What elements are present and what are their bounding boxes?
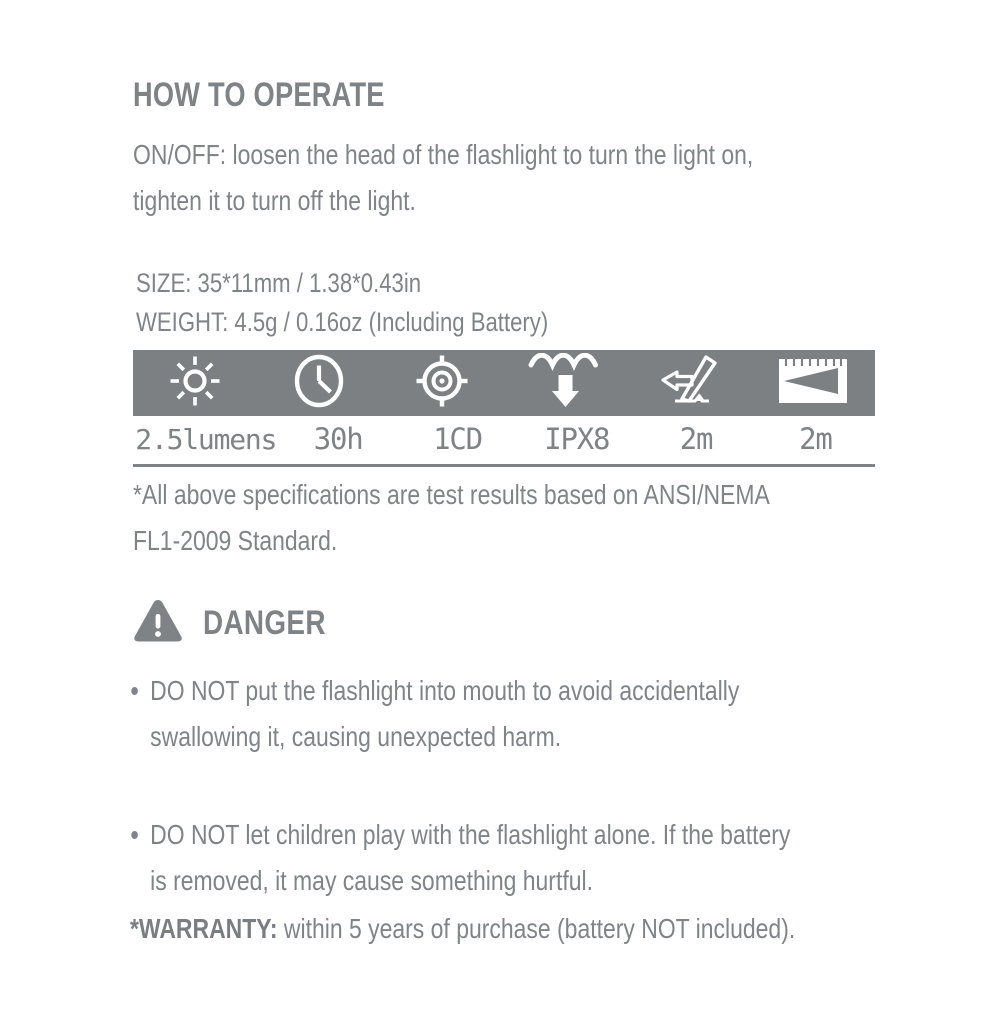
impact-resistance-icon xyxy=(659,354,721,413)
standard-note-line-1: *All above specifications are test results based on ANSI/NEMA xyxy=(133,479,770,510)
beam-distance-icon xyxy=(775,354,851,413)
target-crosshair-icon xyxy=(415,354,469,413)
spec-divider xyxy=(133,464,875,467)
warranty-label: *WARRANTY: xyxy=(130,913,278,944)
spec-icon-cell-intensity xyxy=(380,350,504,416)
danger-item-1 xyxy=(128,668,989,760)
spec-value-runtime: 30h xyxy=(313,422,363,456)
spec-value-beam-distance: 2m xyxy=(799,422,832,456)
warranty-text: within 5 years of purchase (battery NOT included). xyxy=(283,913,796,944)
danger-item-1-line-1: DO NOT put the flashlight into mouth to avoid accidentally xyxy=(150,675,740,706)
danger-item-2 xyxy=(128,812,989,904)
water-resistance-icon xyxy=(528,353,604,414)
bullet-dot-icon xyxy=(131,831,138,839)
spec-value-impact: 2m xyxy=(679,422,713,456)
standard-note xyxy=(133,472,770,564)
standard-note-line-2: FL1-2009 Standard. xyxy=(133,525,338,556)
operate-instructions-line-1: ON/OFF: loosen the head of the flashlight to turn the light on, xyxy=(133,139,754,170)
spec-icon-bar xyxy=(133,350,875,416)
spec-value-waterproof: IPX8 xyxy=(544,422,610,456)
size-weight-block xyxy=(136,264,548,342)
operate-instructions xyxy=(133,132,953,224)
sun-brightness-icon xyxy=(168,354,222,413)
warranty-line xyxy=(130,908,795,950)
clock-runtime-icon xyxy=(293,354,345,413)
size-line: SIZE: 35*11mm / 1.38*0.43in xyxy=(136,268,422,298)
warning-triangle-icon xyxy=(133,598,183,648)
spec-value-intensity: 1CD xyxy=(433,422,482,456)
danger-item-1-line-2: swallowing it, causing unexpected harm. xyxy=(150,721,562,752)
spec-value-lumens: 2.5lumens xyxy=(135,422,277,456)
danger-item-2-line-2: is removed, it may cause something hurtful. xyxy=(150,865,593,896)
danger-items xyxy=(128,668,1006,904)
spec-icon-cell-impact xyxy=(628,350,752,416)
danger-item-2-line-1: DO NOT let children play with the flashlight alone. If the battery xyxy=(150,819,791,850)
spec-icon-cell-runtime xyxy=(257,350,381,416)
spec-icon-cell-beam-distance xyxy=(751,350,875,416)
danger-heading xyxy=(133,598,353,648)
spec-icon-cell-lumens xyxy=(133,350,257,416)
page-title: HOW TO OPERATE xyxy=(133,76,385,114)
operate-instructions-line-2: tighten it to turn off the light. xyxy=(133,185,416,216)
danger-label: DANGER xyxy=(203,603,326,642)
spec-icon-cell-waterproof xyxy=(504,350,628,416)
bullet-dot-icon xyxy=(131,687,138,695)
spec-value-row xyxy=(133,418,875,460)
weight-line: WEIGHT: 4.5g / 0.16oz (Including Battery) xyxy=(136,307,549,337)
